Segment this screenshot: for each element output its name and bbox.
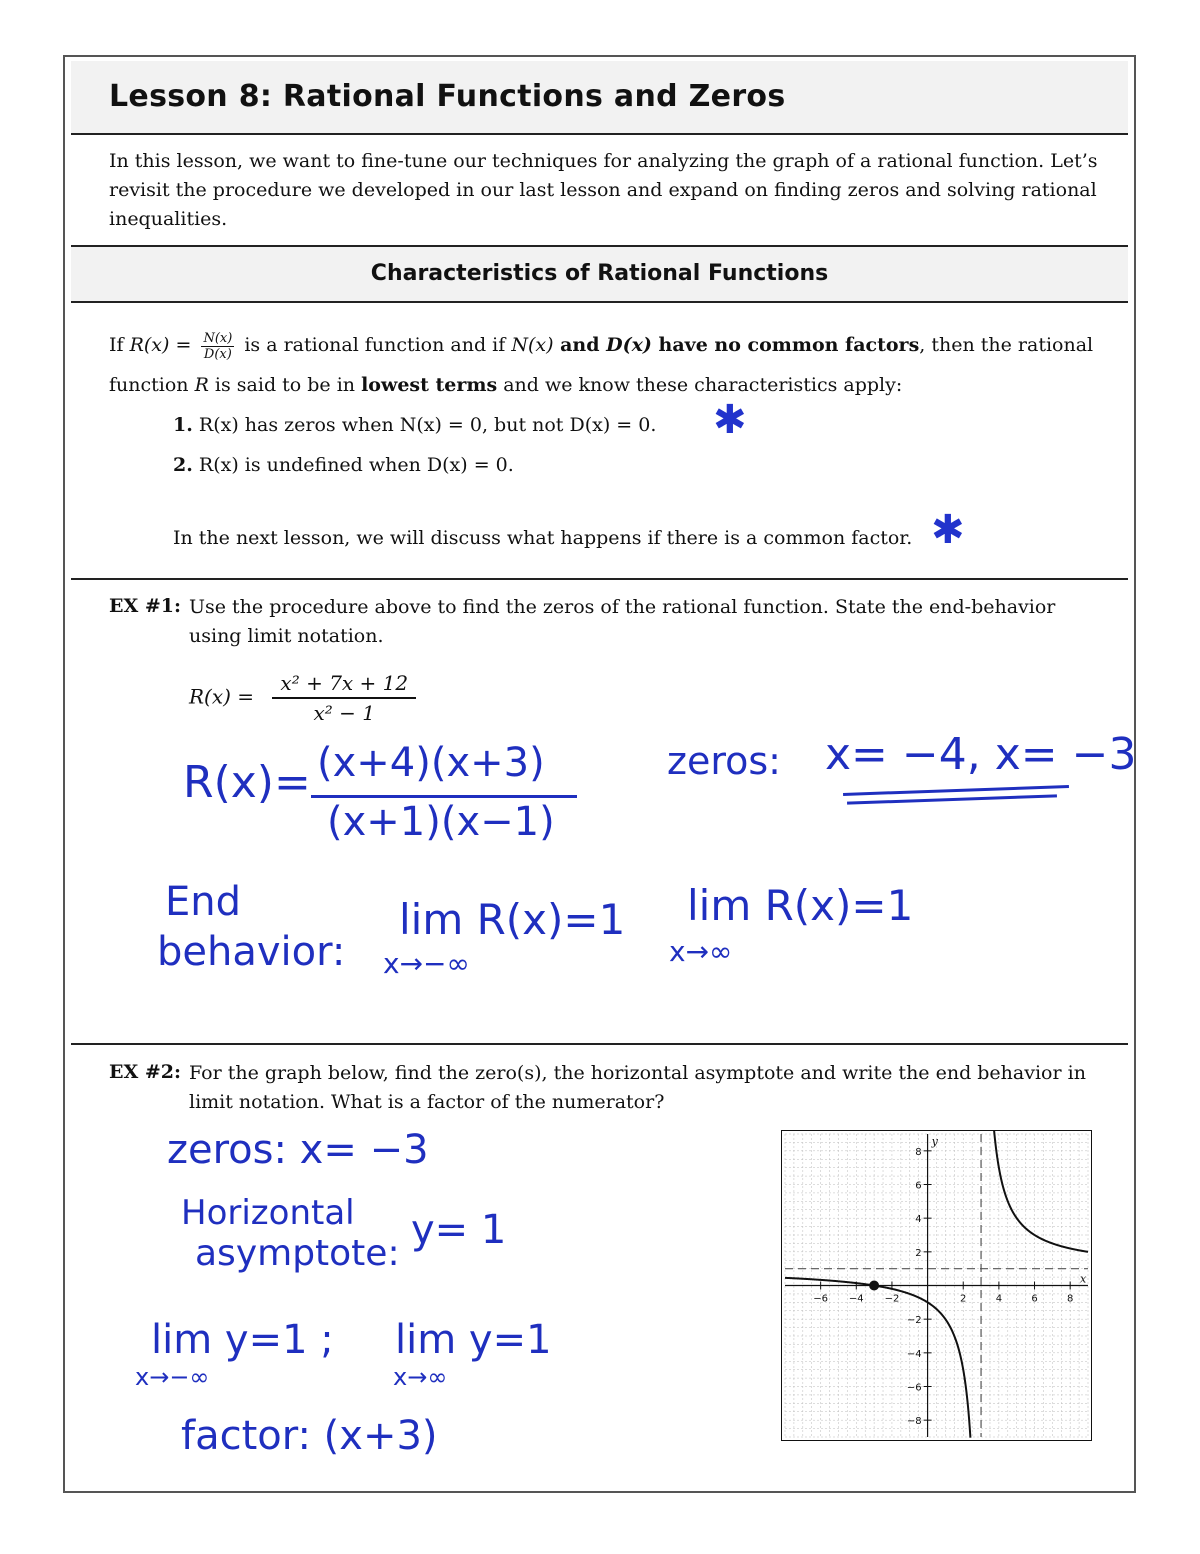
lesson-title: Lesson 8: Rational Functions and Zeros xyxy=(109,79,786,114)
y-tick-label: 8 xyxy=(915,1146,922,1158)
hw-ex2-ha-label: asymptote: xyxy=(195,1233,400,1274)
ex2-label: EX #2: xyxy=(109,1061,181,1083)
def-text: is a rational function and if xyxy=(238,334,512,356)
y-tick-label: 4 xyxy=(915,1214,922,1226)
ex1-label: EX #1: xyxy=(109,595,181,617)
ex1-prompt: Use the procedure above to find the zeros of the rational function. State the end-behavior using limit notation. xyxy=(189,596,1056,647)
y-tick-label: −2 xyxy=(906,1315,922,1327)
ex1-given-function xyxy=(189,669,416,727)
def-fraction-numerator: N(x) xyxy=(203,330,233,346)
characteristics-list xyxy=(173,405,656,485)
def-text: , then the rational function xyxy=(109,334,1094,396)
x-tick-label: 2 xyxy=(960,1293,967,1305)
hw-ex2-zeros: zeros: x= −3 xyxy=(167,1127,429,1173)
x-tick-label: −2 xyxy=(884,1293,900,1305)
list-text: R(x) is undefined when D(x) = 0. xyxy=(198,454,514,476)
hw-factored-denominator: (x+1)(x−1) xyxy=(327,799,555,845)
y-tick-label: 2 xyxy=(915,1247,922,1259)
y-tick-label: −6 xyxy=(906,1382,922,1394)
hw-limit-neg: lim R(x)=1 xyxy=(399,895,626,944)
zero-point xyxy=(869,1281,879,1291)
def-d: D(x) xyxy=(606,334,652,356)
hw-r-lhs: R(x)= xyxy=(183,757,311,808)
hw-fraction-bar xyxy=(311,795,577,798)
divider xyxy=(71,1043,1128,1045)
hw-ex2-limit-neg: lim y=1 ; xyxy=(151,1317,334,1363)
y-axis-label: y xyxy=(931,1135,938,1148)
def-fraction-denominator: D(x) xyxy=(203,346,232,362)
def-bold: have no common factors xyxy=(651,334,920,356)
divider xyxy=(71,301,1128,303)
given-denominator: x² − 1 xyxy=(313,701,376,725)
hw-ex2-limit-neg-sub: x→−∞ xyxy=(135,1363,210,1391)
next-lesson-note: In the next lesson, we will discuss what happens if there is a common factor. xyxy=(173,527,913,549)
def-fraction xyxy=(201,331,234,362)
x-tick-label: 8 xyxy=(1066,1293,1074,1305)
x-tick-label: 4 xyxy=(995,1293,1003,1305)
asterisk-icon: ✱ xyxy=(931,507,965,553)
hw-end-label: End xyxy=(165,879,242,925)
y-tick-label: 6 xyxy=(915,1180,922,1192)
ex2-prompt: For the graph below, find the zero(s), the horizontal asymptote and write the end behavior in limit notation. What is a factor of the numerator? xyxy=(189,1062,1086,1113)
title-band xyxy=(71,61,1128,133)
given-numerator: x² + 7x + 12 xyxy=(272,669,416,699)
divider xyxy=(71,578,1128,580)
hw-ex2-ha-value: y= 1 xyxy=(411,1207,507,1253)
given-lhs: R(x) = xyxy=(189,684,255,709)
def-lowest-terms: lowest terms xyxy=(361,374,498,396)
hw-factored-numerator: (x+4)(x+3) xyxy=(317,740,545,786)
hw-zeros-answer: x= −4, x= −3 xyxy=(825,729,1137,780)
hw-limit-pos: lim R(x)=1 xyxy=(687,881,914,930)
asterisk-icon: ✱ xyxy=(713,397,747,443)
x-axis-label: x xyxy=(1080,1272,1087,1286)
divider xyxy=(71,133,1128,135)
y-tick-label: −4 xyxy=(906,1348,922,1360)
hw-ex2-limit-pos: lim y=1 xyxy=(395,1317,552,1363)
list-text: R(x) has zeros when N(x) = 0, but not D(x) = 0. xyxy=(198,414,657,436)
hw-zeros-label: zeros: xyxy=(667,739,781,783)
def-text: and xyxy=(553,334,607,356)
hw-ex2-factor: factor: (x+3) xyxy=(181,1413,438,1459)
y-tick-label: −8 xyxy=(906,1416,922,1428)
definition-paragraph xyxy=(109,325,1099,405)
x-tick-label: −6 xyxy=(813,1293,829,1305)
hw-ex2-limit-pos-sub: x→∞ xyxy=(393,1363,448,1391)
rational-graph xyxy=(781,1130,1092,1441)
hw-end-label: behavior: xyxy=(157,929,346,975)
x-tick-label: 6 xyxy=(1031,1293,1038,1305)
hw-limit-neg-sub: x→−∞ xyxy=(383,947,470,980)
def-text: is said to be in xyxy=(208,374,362,396)
list-number: 1. xyxy=(173,414,193,436)
def-r-var: R xyxy=(194,374,209,396)
def-r: R(x) = xyxy=(129,334,198,356)
hw-ex2-ha-label: Horizontal xyxy=(181,1193,355,1233)
x-tick-label: −4 xyxy=(848,1293,864,1305)
list-number: 2. xyxy=(173,454,193,476)
def-text: If xyxy=(109,334,130,356)
given-fraction xyxy=(272,669,416,727)
hw-limit-pos-sub: x→∞ xyxy=(669,935,733,968)
intro-paragraph: In this lesson, we want to fine-tune our techniques for analyzing the graph of a rational function. Let’s revisit the procedure we developed in our last lesson and expand on finding zeros and solving rational inequalities. xyxy=(109,150,1098,230)
def-n: N(x) xyxy=(511,334,554,356)
section-band xyxy=(71,247,1128,301)
section-title: Characteristics of Rational Functions xyxy=(370,261,829,286)
list-item xyxy=(173,445,656,485)
hw-double-underline xyxy=(847,794,1057,804)
list-item xyxy=(173,405,656,445)
page-frame xyxy=(63,55,1136,1493)
def-text: and we know these characteristics apply: xyxy=(497,374,903,396)
